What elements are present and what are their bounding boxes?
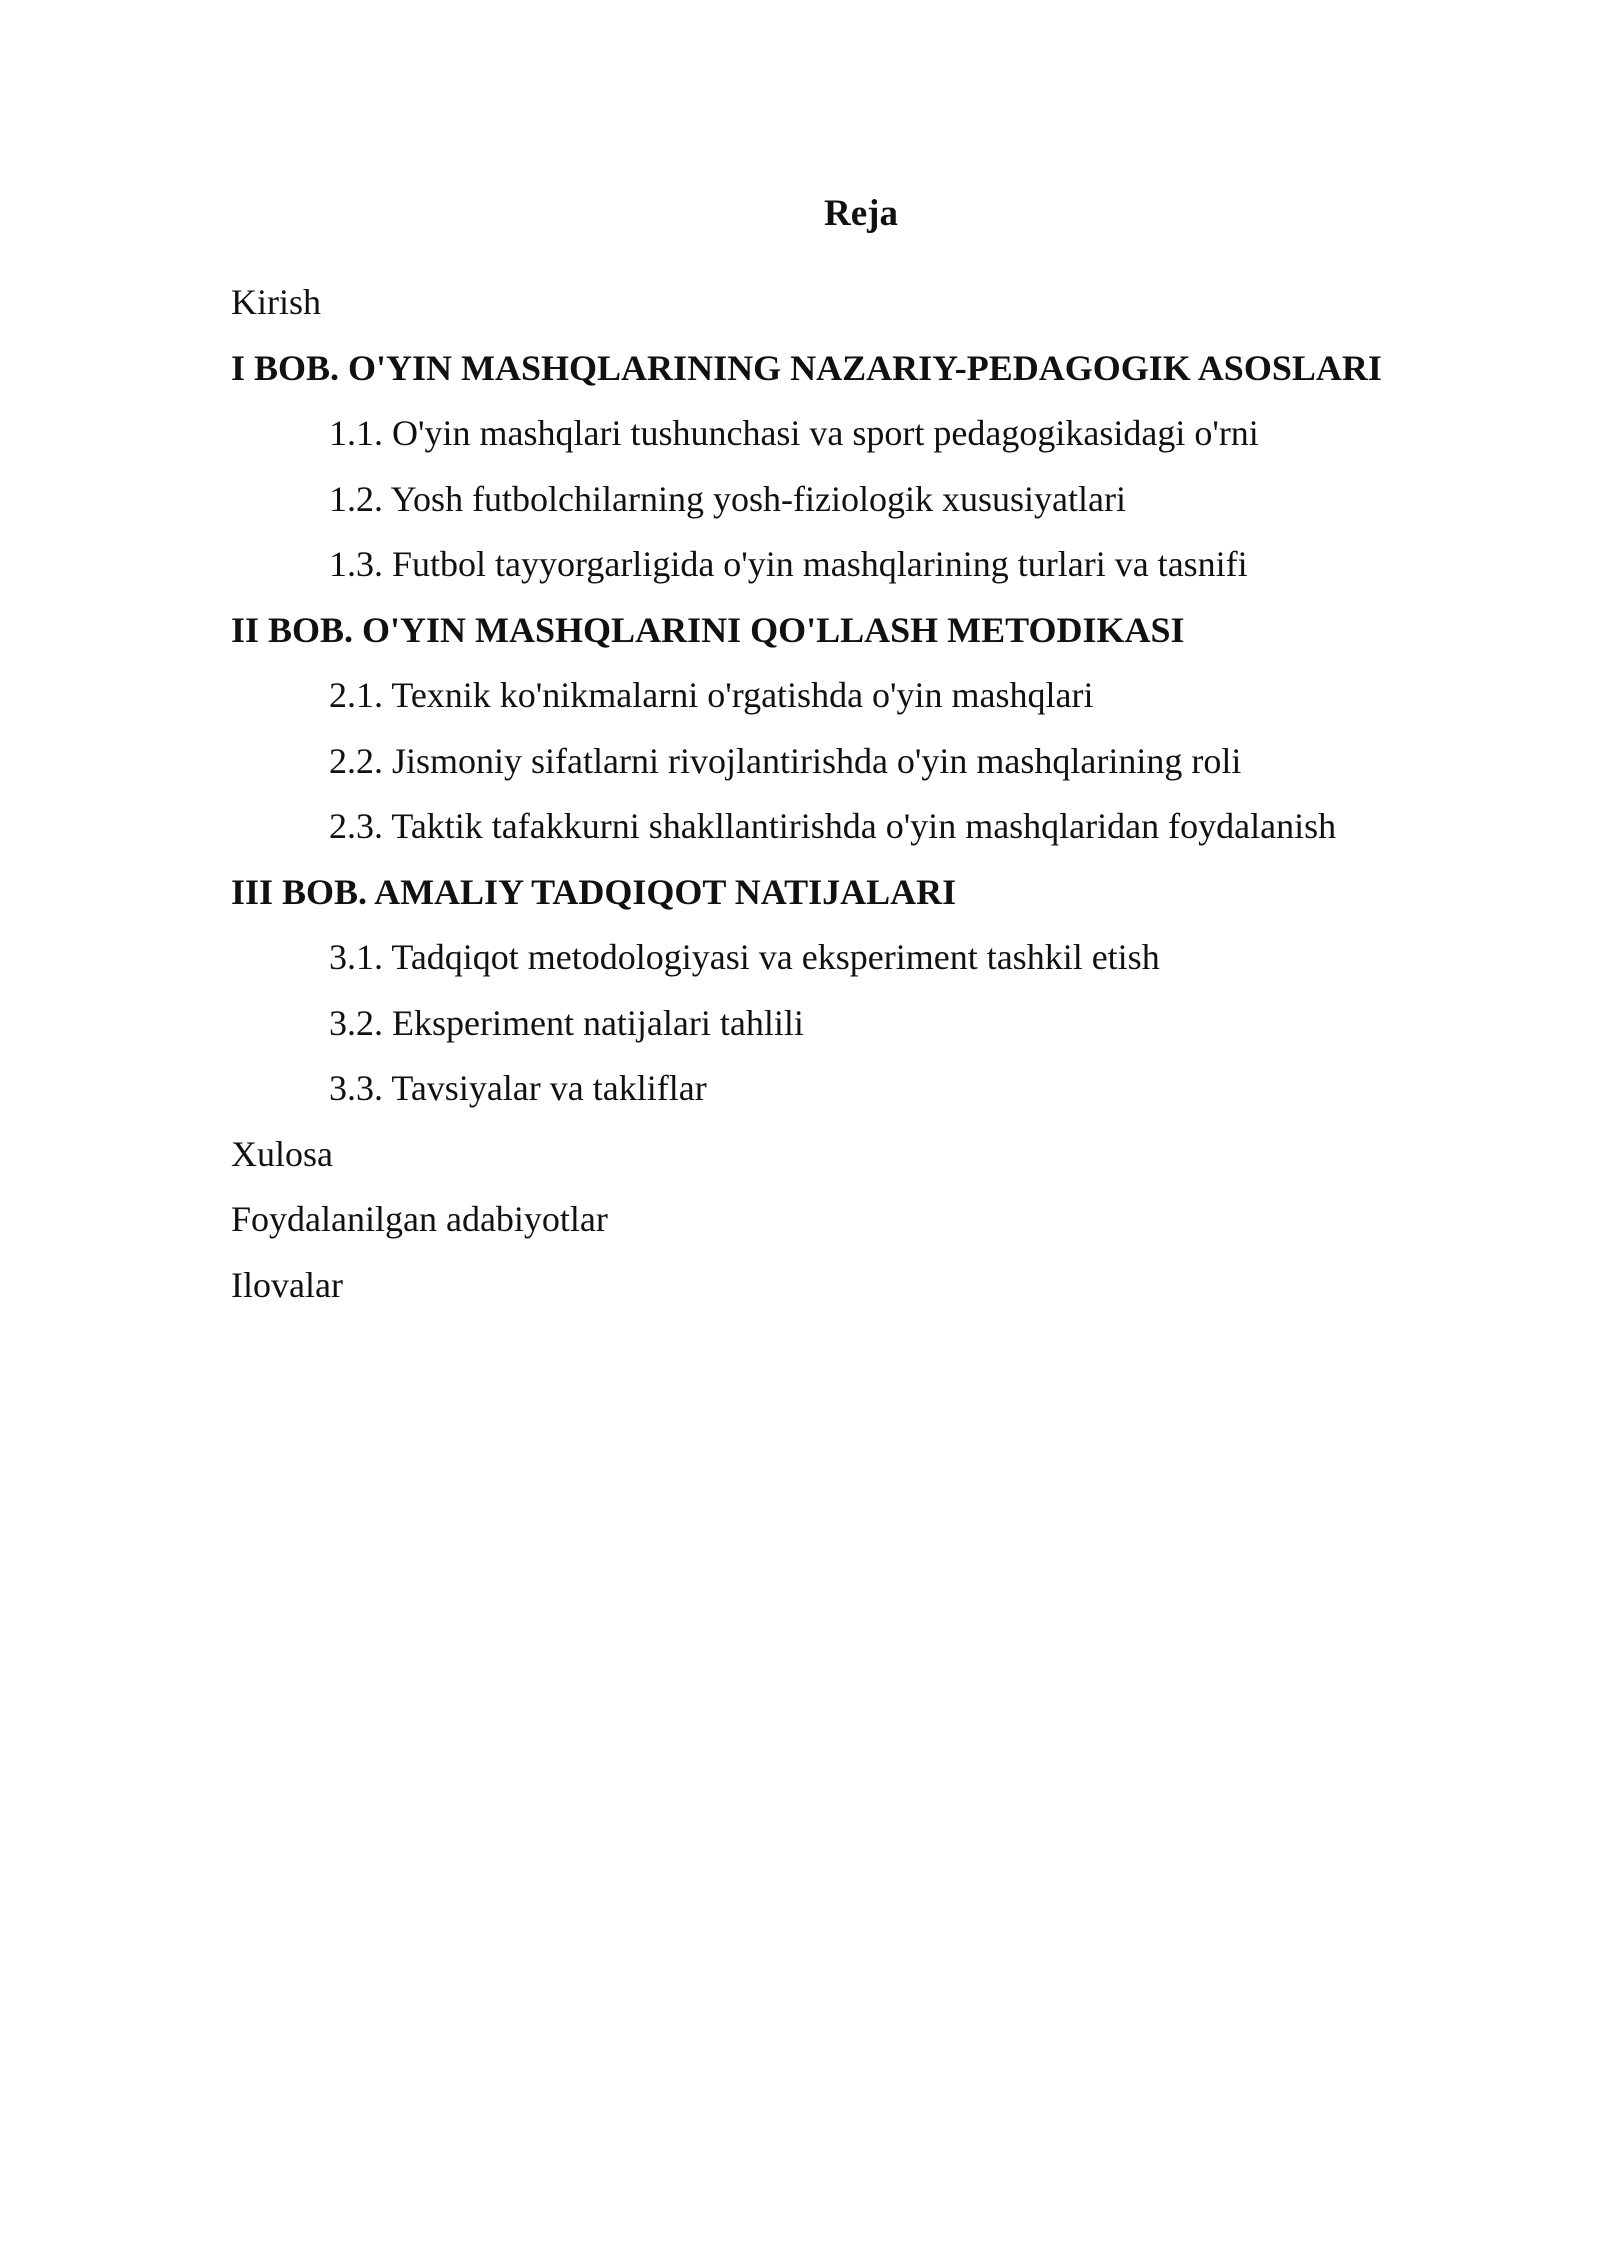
toc-subitem: 1.1. O'yin mashqlari tushunchasi va sport pedagogikasidagi o'rni	[329, 413, 1259, 453]
toc-subitem: 3.3. Tavsiyalar va takliflar	[329, 1068, 707, 1108]
toc-subitem: 2.2. Jismoniy sifatlarni rivojlantirishda o'yin mashqlarining roli	[329, 740, 1242, 781]
toc-subitem: 1.2. Yosh futbolchilarning yosh-fiziologik xususiyatlari	[329, 478, 1126, 519]
toc-subitem: 1.3. Futbol tayyorgarligida o'yin mashqlarining turlari va tasnifi	[329, 544, 1248, 584]
toc-item-references: Foydalanilgan adabiyotlar	[231, 1199, 608, 1239]
toc-item-intro: Kirish	[231, 282, 321, 322]
toc-subitem: 2.3. Taktik tafakkurni shakllantirishda o'yin mashqlaridan foydalanish	[329, 806, 1337, 846]
table-of-contents	[231, 270, 1382, 1318]
toc-subitem: 3.1. Tadqiqot metodologiyasi va eksperiment tashkil etish	[329, 937, 1160, 977]
toc-subitem: 2.1. Texnik ko'nikmalarni o'rgatishda o'yin mashqlari	[329, 675, 1094, 715]
toc-subitem: 3.2. Eksperiment natijalari tahlili	[329, 1002, 804, 1043]
toc-item-conclusion: Xulosa	[231, 1133, 333, 1174]
toc-chapter-2: II BOB. O'YIN MASHQLARINI QO'LLASH METODIKASI	[231, 609, 1185, 650]
toc-chapter-1: I BOB. O'YIN MASHQLARINING NAZARIY-PEDAGOGIK ASOSLARI	[231, 347, 1382, 388]
toc-chapter-3: III BOB. AMALIY TADQIQOT NATIJALARI	[231, 871, 957, 912]
page-title: Reja	[824, 193, 898, 234]
toc-item-appendices: Ilovalar	[231, 1264, 343, 1305]
